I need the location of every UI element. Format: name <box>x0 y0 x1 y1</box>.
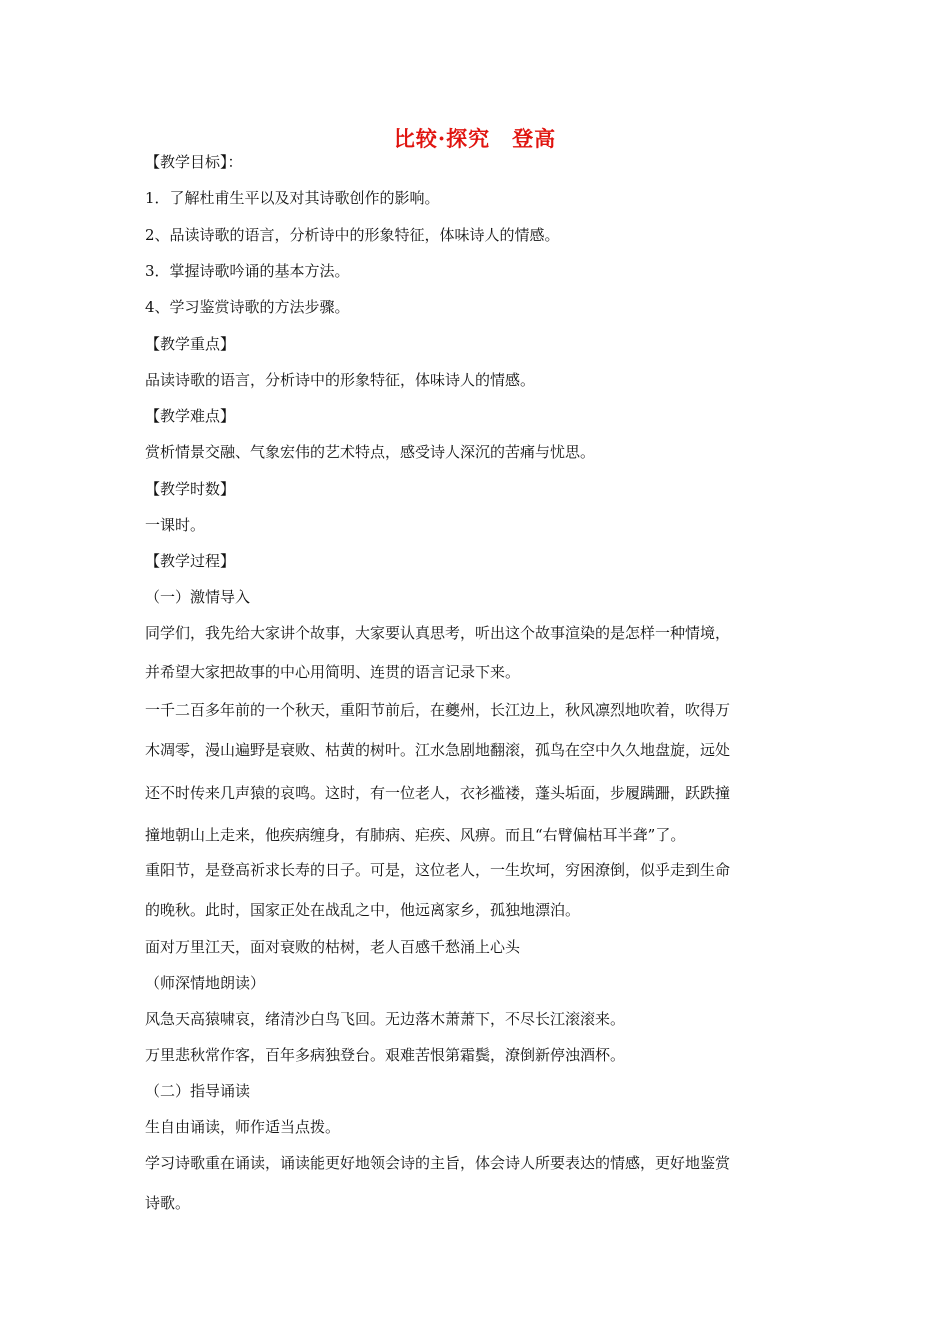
paragraph-line: 并希望大家把故事的中心用简明、连贯的语言记录下来。 <box>145 663 521 681</box>
poem-line-1: 风急天高猿啸哀，绪清沙白鸟飞回。无边落木萧萧下，不尽长江滚滚来。 <box>145 1010 626 1028</box>
difficulties-text: 赏析情景交融、气象宏伟的艺术特点，感受诗人深沉的苦痛与忧思。 <box>145 443 596 461</box>
paragraph-line: 还不时传来几声猿的哀鸣。这时，有一位老人，衣衫褴褛，蓬头垢面，步履蹒跚，跃跌撞 <box>145 784 731 802</box>
paragraph-line: 一千二百多年前的一个秋天，重阳节前后，在夔州，长江边上，秋风凛烈地吹着，吹得万 <box>145 701 731 719</box>
paragraph-line: 生自由诵读，师作适当点拨。 <box>145 1118 341 1136</box>
heading-teaching-process: 【教学过程】 <box>145 552 236 570</box>
heading-difficulties: 【教学难点】 <box>145 407 236 425</box>
poem-line-2: 万里悲秋常作客，百年多病独登台。艰难苦恨第霜鬓，潦倒新停浊酒杯。 <box>145 1046 626 1064</box>
goal-item-1: 1．了解杜甫生平以及对其诗歌创作的影响。 <box>145 189 440 207</box>
class-hours-text: 一课时。 <box>145 516 206 534</box>
section-1-title: （一）激情导入 <box>145 588 251 606</box>
key-points-text: 品读诗歌的语言，分析诗中的形象特征，体味诗人的情感。 <box>145 371 536 389</box>
goal-item-3: 3．掌握诗歌吟诵的基本方法。 <box>145 262 350 280</box>
paragraph-line: 同学们，我先给大家讲个故事，大家要认真思考，听出这个故事渲染的是怎样一种情境， <box>145 624 731 642</box>
reading-note: （师深情地朗读） <box>145 974 266 992</box>
document-title: 比较·探究 登高 <box>393 126 557 151</box>
paragraph-line: 重阳节，是登高祈求长寿的日子。可是，这位老人，一生坎坷，穷困潦倒，似乎走到生命 <box>145 861 731 879</box>
heading-class-hours: 【教学时数】 <box>145 480 236 498</box>
paragraph-line: 木凋零，漫山遍野是衰败、枯黄的树叶。江水急剧地翻滚，孤鸟在空中久久地盘旋，远处 <box>145 741 731 759</box>
heading-key-points: 【教学重点】 <box>145 335 236 353</box>
goal-item-4: 4、学习鉴赏诗歌的方法步骤。 <box>145 298 350 316</box>
goal-item-2: 2、品读诗歌的语言，分析诗中的形象特征，体味诗人的情感。 <box>145 226 560 244</box>
section-2-title: （二）指导诵读 <box>145 1082 251 1100</box>
paragraph-line: 的晚秋。此时，国家正处在战乱之中，他远离家乡，孤独地漂泊。 <box>145 901 581 919</box>
paragraph-line: 面对万里江天，面对衰败的枯树，老人百感千愁涌上心头 <box>145 938 521 956</box>
paragraph-line: 学习诗歌重在诵读，诵读能更好地领会诗的主旨，体会诗人所要表达的情感，更好地鉴赏 <box>145 1154 731 1172</box>
paragraph-line: 诗歌。 <box>145 1194 191 1212</box>
paragraph-line: 撞地朝山上走来，他疾病缠身，有肺病、疟疾、风痹。而且“右臂偏枯耳半聋”了。 <box>145 826 686 844</box>
heading-teaching-goals: 【教学目标】： <box>145 153 243 171</box>
